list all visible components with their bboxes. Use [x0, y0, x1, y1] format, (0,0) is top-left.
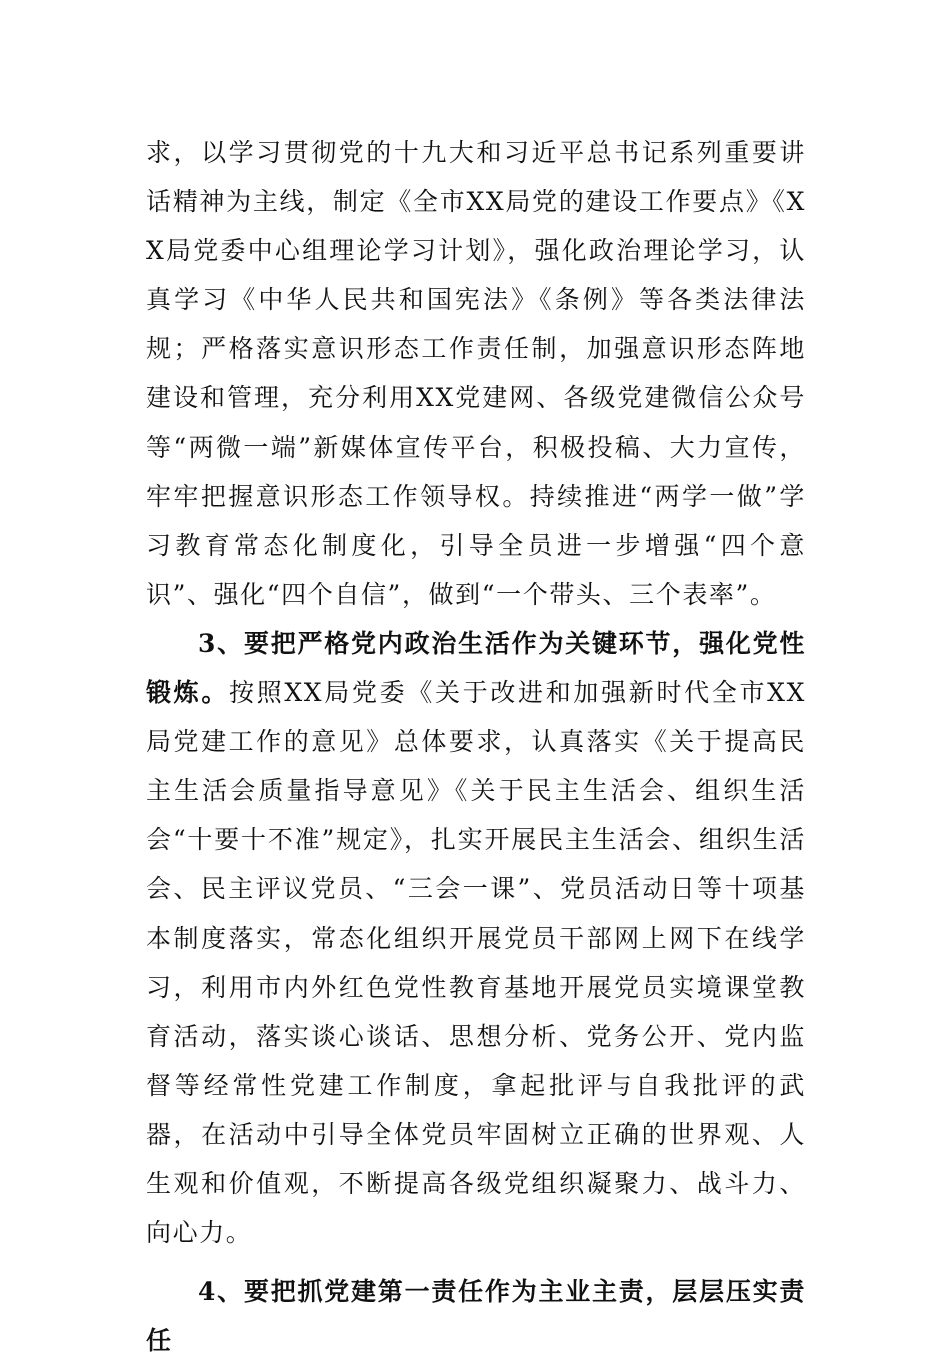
paragraph-text: 按照XX局党委《关于改进和加强新时代全市XX局党建工作的意见》总体要求，认真落实《关于提高民主生活会质量指导意见》《关于民主生活会、组织生活会“十要十不准”规定》，扎实开展民主生活会、组织生活会、民主评议党员、“三会一课”、党员活动日等十项基本制度落实，常态化组织开展党员干部网上网下在线学习，利用市内外红色党性教育基地开展党员实境课堂教育活动，落实谈心谈话、思想分析、党务公开、党内监督等经常性党建工作制度，拿起批评与自我批评的武器，在活动中引导全体党员牢固树立正确的世界观、人生观和价值观，不断提高各级党组织凝聚力、战斗力、向心力。 — [146, 678, 806, 1248]
paragraph-section-3 — [146, 619, 806, 1257]
document-body — [146, 128, 806, 1365]
paragraph-continuation — [146, 128, 806, 619]
section-heading-4: 4、要把抓党建第一责任作为主业主责，层层压实责任 — [146, 1277, 806, 1356]
paragraph-section-4 — [146, 1267, 806, 1365]
section-heading-3: 3、要把严格党内政治生活作为关键环节，强化党性锻炼。 — [146, 628, 806, 708]
paragraph-text: 求，以学习贯彻党的十九大和习近平总书记系列重要讲话精神为主线，制定《全市XX局党的建设工作要点》《XX局党委中心组理论学习计划》，强化政治理论学习，认真学习《中华人民共和国宪法》《条例》等各类法律法规；严格落实意识形态工作责任制，加强意识形态阵地建设和管理，充分利用XX党建网、各级党建微信公众号等“两微一端”新媒体宣传平台，积极投稿、大力宣传，牢牢把握意识形态工作领导权。持续推进“两学一做”学习教育常态化制度化，引导全员进一步增强“四个意识”、强化“四个自信”，做到“一个带头、三个表率”。 — [146, 138, 806, 609]
